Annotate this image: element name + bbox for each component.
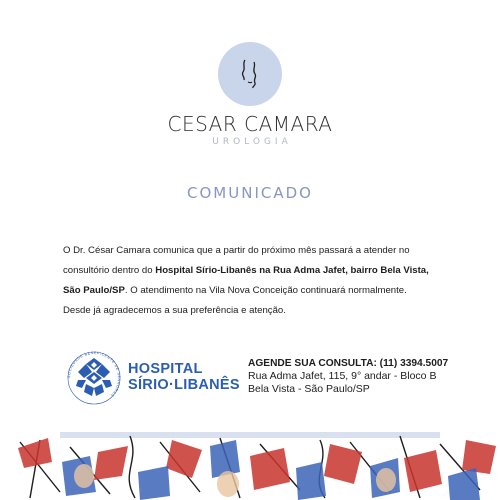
paragraph-text-end: . O atendimento na Vila Nova Conceição continuará normalmente. Desde já agradecemos a sua preferência e atenção. xyxy=(63,285,407,316)
hospital-emblem-ring-text: SOCIEDADE BENEFICENTE DE SENHORAS xyxy=(66,350,122,398)
hospital-name-line2: SÍRIO·LIBANÊS xyxy=(128,377,240,393)
hospital-name-line1: HOSPITAL xyxy=(128,361,203,377)
brand-name: CESAR CAMARA xyxy=(167,112,333,136)
decorative-art-illustration xyxy=(0,432,500,500)
address-line-1: Rua Adma Jafet, 115, 9° andar - Bloco B xyxy=(248,370,437,382)
announcement-paragraph xyxy=(63,241,435,321)
appointment-phone: AGENDE SUA CONSULTA: (11) 3394.5007 xyxy=(248,358,449,369)
paragraph-bold-location: Hospital Sírio-Libanês na Rua Adma Jafet, bairro Bela Vista, São Paulo/SP xyxy=(63,265,429,296)
hospital-emblem-icon xyxy=(66,350,122,406)
contact-block xyxy=(248,357,448,396)
face-profile-icon xyxy=(218,42,282,106)
address-line-2: Bela Vista - São Paulo/SP xyxy=(248,383,370,395)
paragraph-text-start: O Dr. César Camara comunica que a partir do próximo mês passará a atender no consultório dentro do xyxy=(63,245,410,276)
brand-logo-circle xyxy=(218,42,282,106)
brand-specialty: UROLOGIA xyxy=(212,137,292,147)
announcement-heading: COMUNICADO xyxy=(187,184,313,202)
